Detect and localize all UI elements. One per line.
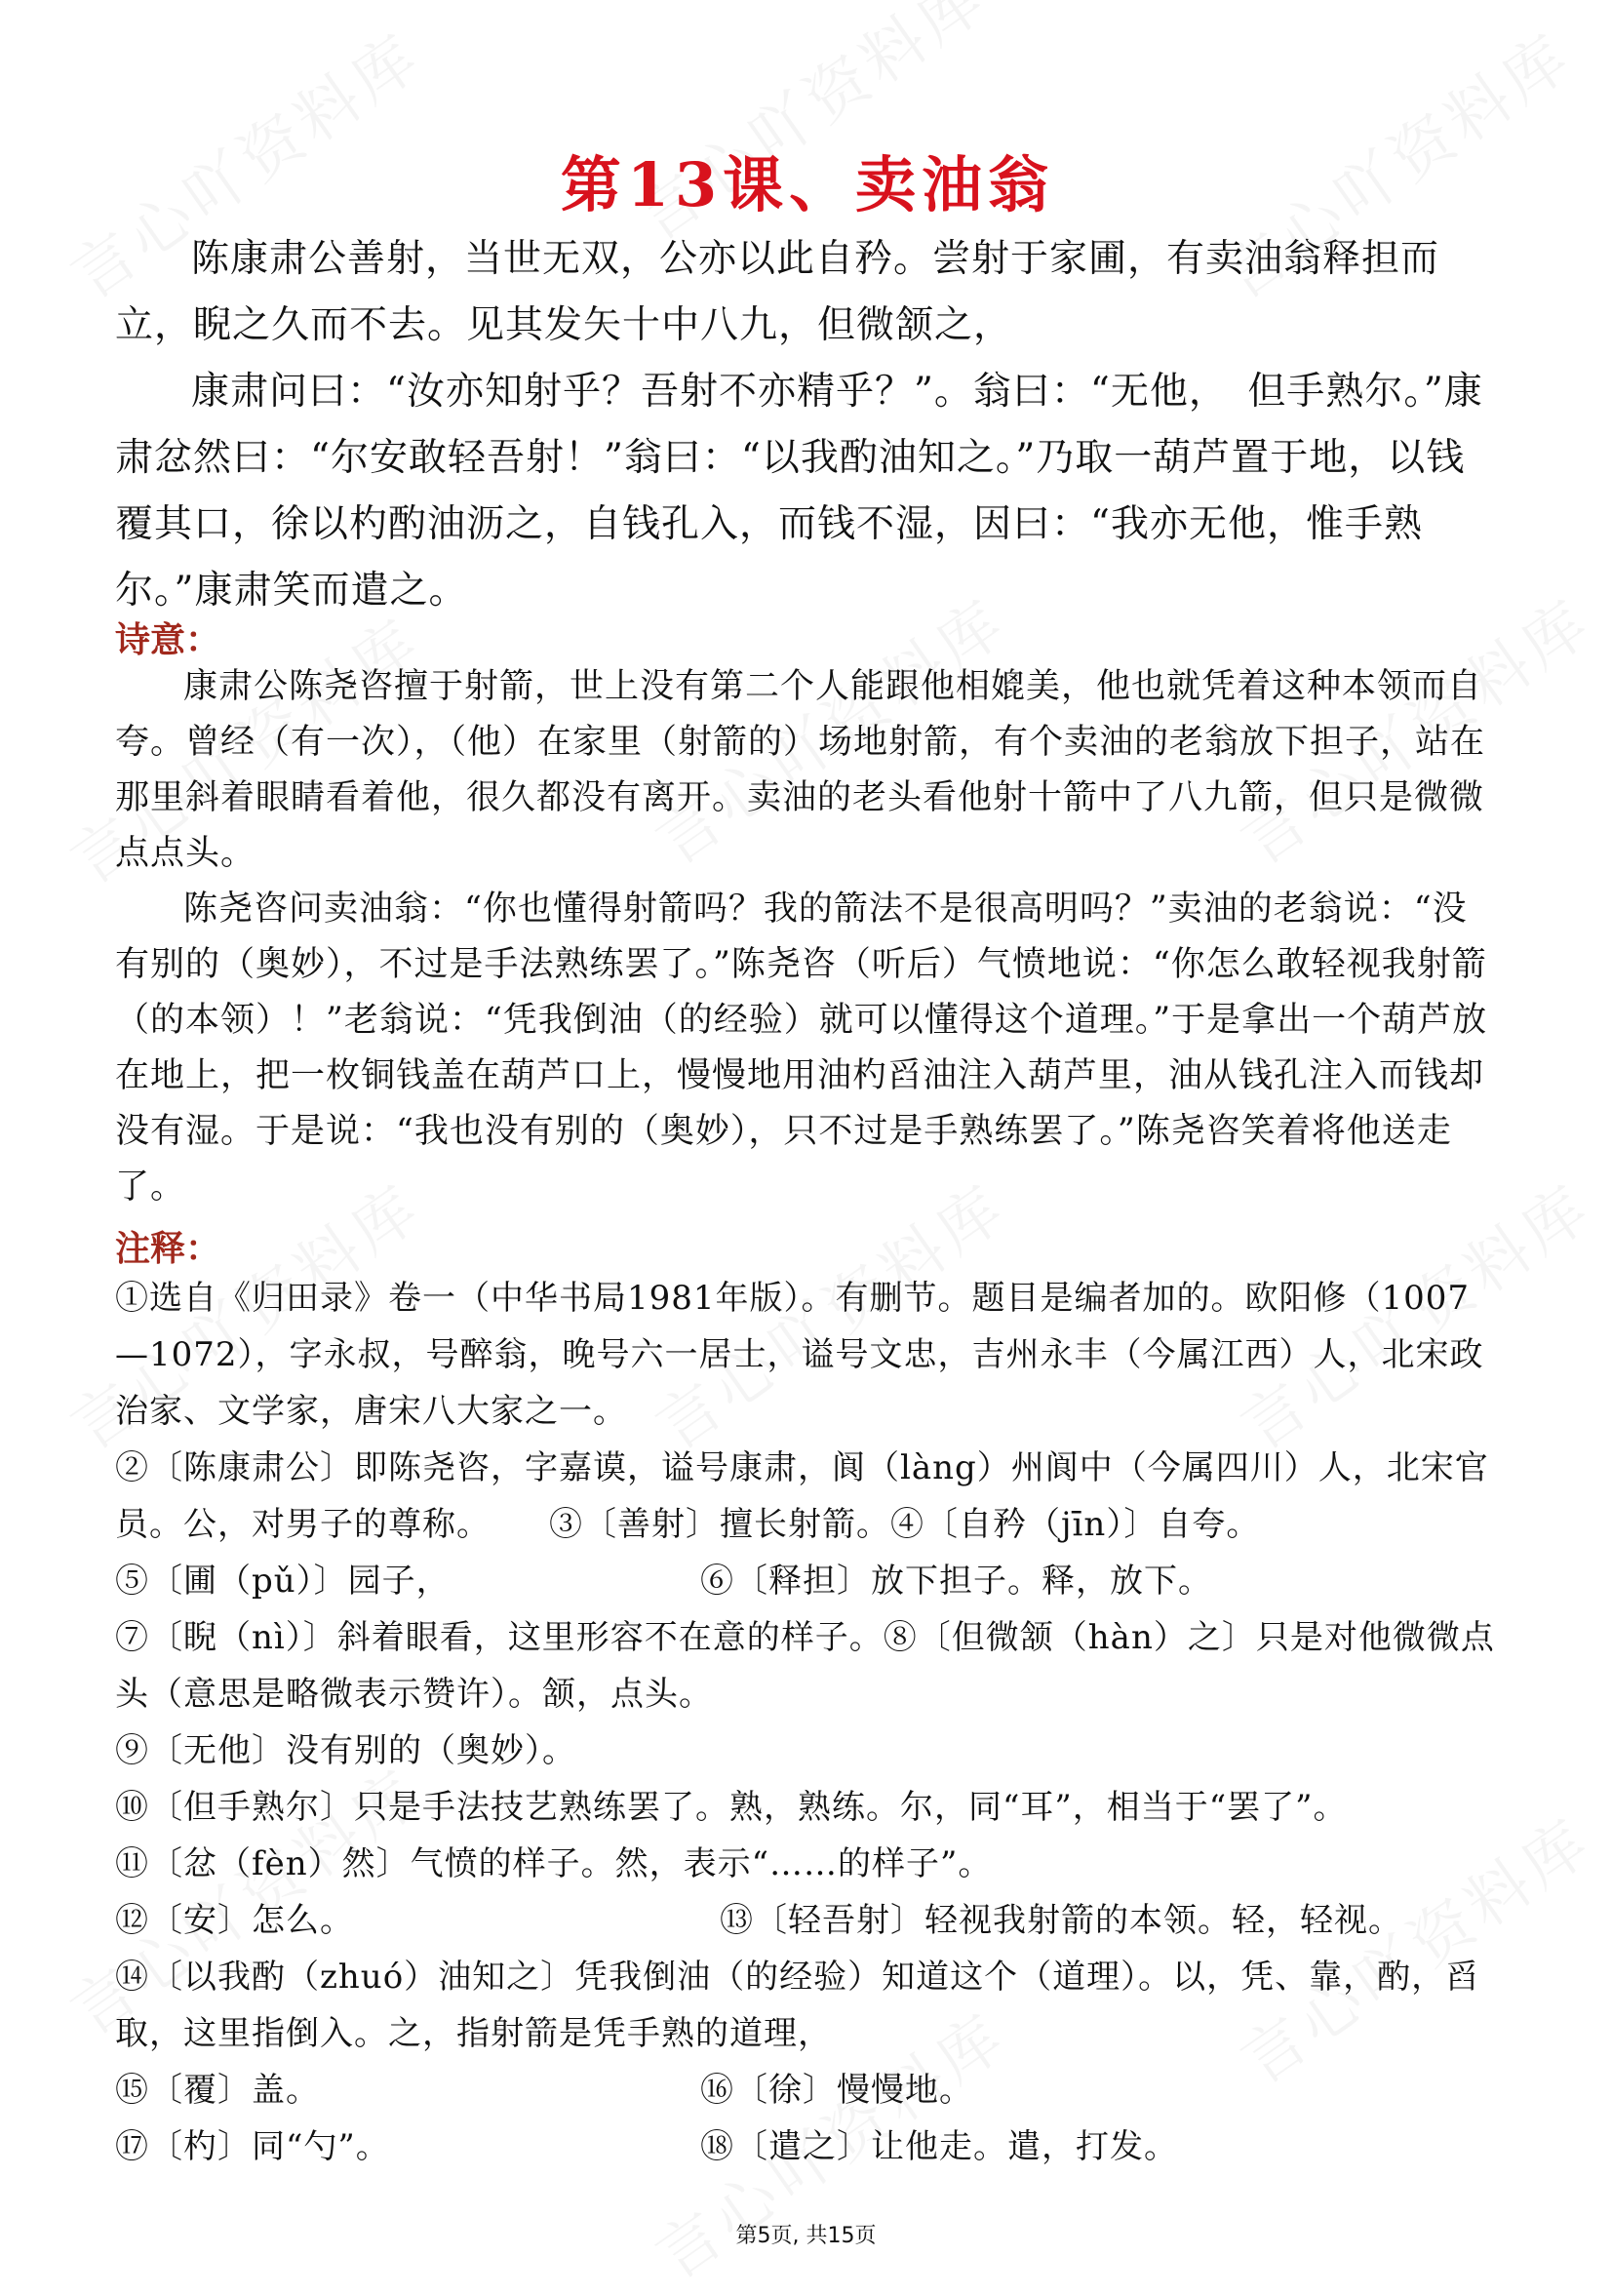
note-15: ⑮〔覆〕盖。 bbox=[115, 2071, 320, 2110]
original-paragraph-1: 陈康肃公善射，当世无双，公亦以此自矜。尝射于家圃，有卖油翁释担而立，睨之久而不去。见其发矢十中八九，但微颔之， bbox=[115, 237, 1440, 347]
note-10: ⑩〔但手熟尔〕只是手法技艺熟练罢了。熟，熟练。尔，同“耳”，相当于“罢了”。 bbox=[115, 1788, 1348, 1827]
note-6: ⑥〔释担〕放下担子。释，放下。 bbox=[700, 1562, 1212, 1601]
note-7: ⑦〔睨（nì）〕斜着眼看，这里形容不在意的样子。 bbox=[115, 1618, 884, 1657]
note-row-15-16 bbox=[115, 2062, 1500, 2118]
note-5: ⑤〔圃（pǔ）〕园子， bbox=[115, 1562, 451, 1601]
translation-text bbox=[115, 659, 1500, 1215]
notes-heading: 注释： bbox=[115, 1229, 221, 1269]
page-title: 第13课、卖油翁 bbox=[560, 149, 1055, 220]
note-11: ⑪〔忿（fèn）然〕气愤的样子。然，表示“……的样子”。 bbox=[115, 1844, 993, 1883]
original-text bbox=[115, 226, 1500, 624]
note-18: ⑱〔遣之〕让他走。遣，打发。 bbox=[700, 2127, 1178, 2166]
note-4: ④〔自矜（jīn）〕自夸。 bbox=[890, 1505, 1261, 1544]
note-row-17-18 bbox=[115, 2118, 1500, 2175]
note-16: ⑯〔徐〕慢慢地。 bbox=[700, 2071, 973, 2110]
note-2-line bbox=[115, 1440, 1500, 1553]
note-13: ⑬〔轻吾射〕轻视我射箭的本领。轻，轻视。 bbox=[720, 1901, 1402, 1940]
note-8: ⑧〔但微颔（hàn）之〕只是对他微微点头（意思是略微表示赞许）。颔，点头。 bbox=[115, 1618, 1495, 1714]
original-paragraph-2: 康肃问曰：“汝亦知射乎？吾射不亦精乎？”。翁曰：“无他， 但手熟尔。”康肃忿然曰：“尔安敢轻吾射！”翁曰：“以我酌油知之。”乃取一葫芦置于地，以钱覆其口，徐以杓酌油沥之，自钱孔入，而钱不湿，因曰：“我亦无他，惟手熟尔。”康肃笑而遣之。 bbox=[115, 370, 1483, 613]
notes-list bbox=[115, 1270, 1500, 2175]
note-1: ①选自《归田录》卷一（中华书局1981年版）。有删节。题目是编者加的。欧阳修（1007—1072），字永叔，号醉翁，晚号六一居士，谥号文忠，吉州永丰（今属江西）人，北宋政治家、文学家，唐宋八大家之一。 bbox=[115, 1279, 1484, 1431]
translation-heading: 诗意： bbox=[115, 620, 221, 660]
note-row-12-13 bbox=[115, 1892, 1500, 1949]
translation-paragraph-1: 康肃公陈尧咨擅于射箭，世上没有第二个人能跟他相媲美，他也就凭着这种本领而自夸。曾经（有一次），（他）在家里（射箭的）场地射箭，有个卖油的老翁放下担子，站在那里斜着眼睛看着他，很久都没有离开。卖油的老头看他射十箭中了八九箭，但只是微微点点头。 bbox=[115, 667, 1486, 873]
note-17: ⑰〔杓〕同“勺”。 bbox=[115, 2127, 390, 2166]
translation-paragraph-2: 陈尧咨问卖油翁：“你也懂得射箭吗？我的箭法不是很高明吗？”卖油的老翁说：“没有别的（奥妙），不过是手法熟练罢了。”陈尧咨（听后）气愤地说：“你怎么敢轻视我射箭（的本领）！”老翁说：“凭我倒油（的经验）就可以懂得这个道理。”于是拿出一个葫芦放在地上，把一枚铜钱盖在葫芦口上，慢慢地用油杓舀油注入葫芦里，油从钱孔注入而钱却没有湿。于是说：“我也没有别的（奥妙），只不过是手熟练罢了。”陈尧咨笑着将他送走了。 bbox=[115, 890, 1488, 1207]
note-12: ⑫〔安〕怎么。 bbox=[115, 1901, 354, 1940]
note-row-5-6 bbox=[115, 1553, 1500, 1609]
note-9: ⑨〔无他〕没有别的（奥妙）。 bbox=[115, 1731, 576, 1770]
note-2: ②〔陈康肃公〕即陈尧咨，字嘉谟，谥号康肃，阆（làng）州阆中（今属四川）人，北宋官员。公，对男子的尊称。 bbox=[115, 1448, 1489, 1544]
note-3: ③〔善射〕擅长射箭。 bbox=[549, 1505, 890, 1544]
note-row-7-8 bbox=[115, 1609, 1500, 1722]
note-14: ⑭〔以我酌（zhuó）油知之〕凭我倒油（的经验）知道这个（道理）。以，凭、靠，酌，舀取，这里指倒入。之，指射箭是凭手熟的道理， bbox=[115, 1958, 1480, 2053]
page-number: 第5页, 共15页 bbox=[735, 2224, 877, 2248]
